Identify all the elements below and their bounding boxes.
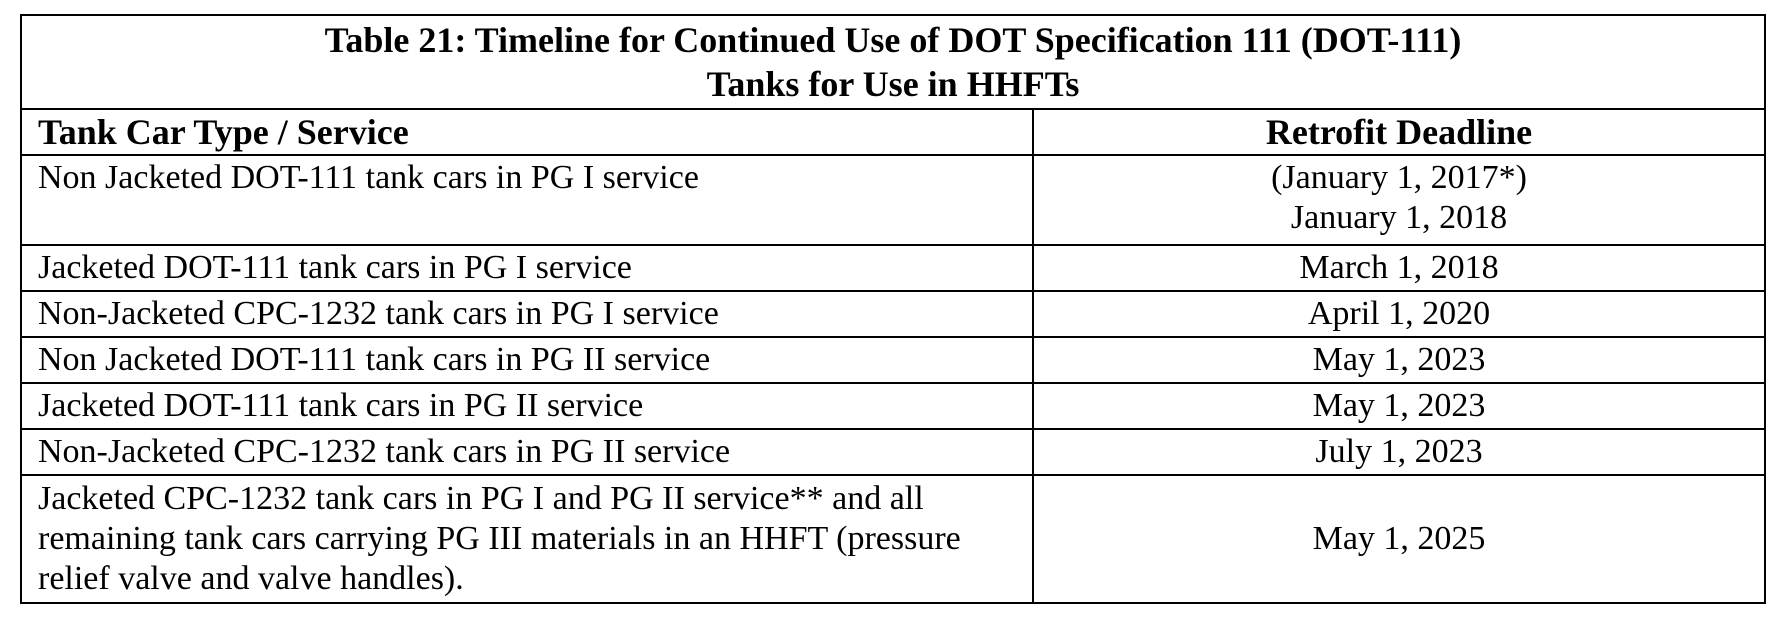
retrofit-deadline-revised: January 1, 2018 [1290, 199, 1508, 236]
tank-car-type-cell: Non Jacketed DOT-111 tank cars in PG I service [21, 155, 1033, 245]
retrofit-deadline-cell: May 1, 2023 [1033, 383, 1765, 429]
retrofit-deadline-cell: March 1, 2018 [1033, 245, 1765, 291]
column-header-retrofit-deadline: Retrofit Deadline [1033, 109, 1765, 155]
retrofit-deadline-cell: May 1, 2025 [1033, 475, 1765, 603]
retrofit-deadline-cell [1033, 155, 1765, 245]
retrofit-deadline-cell: July 1, 2023 [1033, 429, 1765, 475]
tank-car-type-cell: Non-Jacketed CPC-1232 tank cars in PG II service [21, 429, 1033, 475]
table-row [21, 383, 1765, 429]
retrofit-deadline-cell: May 1, 2023 [1033, 337, 1765, 383]
tank-car-type-cell: Jacketed CPC-1232 tank cars in PG I and PG II service** and all remaining tank cars carrying PG III materials in an HHFT (pressure relief valve and valve handles). [21, 475, 1033, 603]
table-row [21, 337, 1765, 383]
tank-car-type-cell: Jacketed DOT-111 tank cars in PG II service [21, 383, 1033, 429]
column-header-tank-car-type: Tank Car Type / Service [21, 109, 1033, 155]
table-caption [21, 15, 1765, 109]
tank-car-type-cell: Jacketed DOT-111 tank cars in PG I service [21, 245, 1033, 291]
retrofit-timeline-table [20, 14, 1766, 604]
table-header-row [21, 109, 1765, 155]
table-caption-row [21, 15, 1765, 109]
table-caption-line-1: Table 21: Timeline for Continued Use of DOT Specification 111 (DOT-111) [324, 20, 1462, 60]
tank-car-type-cell: Non-Jacketed CPC-1232 tank cars in PG I service [21, 291, 1033, 337]
table-row [21, 245, 1765, 291]
table-row [21, 429, 1765, 475]
table-row [21, 291, 1765, 337]
table-row [21, 155, 1765, 245]
retrofit-deadline-cell: April 1, 2020 [1033, 291, 1765, 337]
retrofit-deadline-original: (January 1, 2017*) [1271, 159, 1527, 196]
table-caption-line-2: Tanks for Use in HHFTs [706, 64, 1080, 104]
table-row [21, 475, 1765, 603]
tank-car-type-cell: Non Jacketed DOT-111 tank cars in PG II service [21, 337, 1033, 383]
